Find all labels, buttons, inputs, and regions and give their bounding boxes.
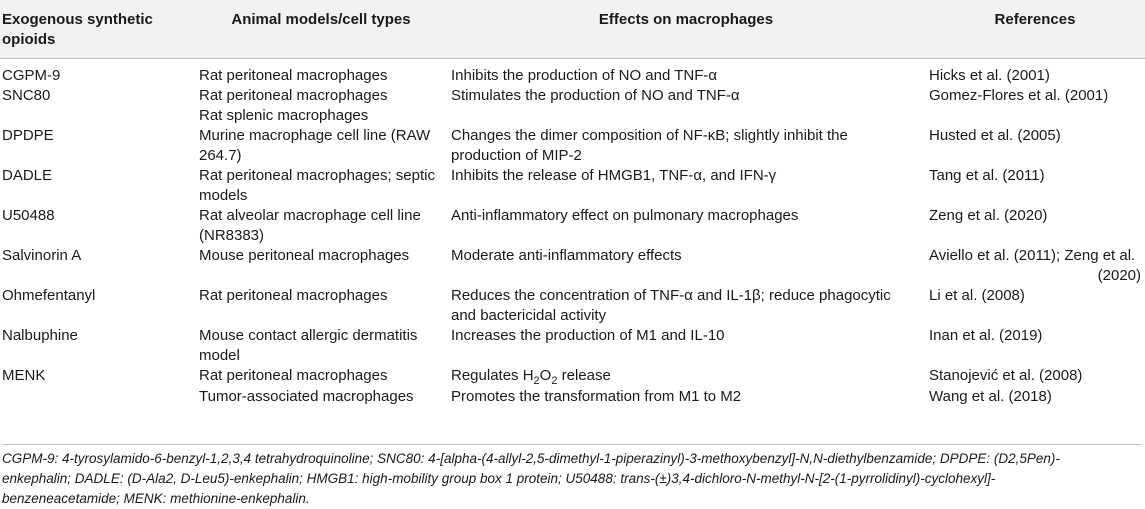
table-row xyxy=(0,246,1145,286)
subscript: 2 xyxy=(533,375,540,387)
cell-reference-line: (2020) xyxy=(1097,267,1141,284)
cell-opioid xyxy=(0,387,195,407)
cell-reference xyxy=(925,246,1145,286)
cell-model xyxy=(195,326,447,366)
cell-effect-line: and bactericidal activity xyxy=(451,307,607,324)
table-row xyxy=(0,286,1145,326)
table-row xyxy=(0,366,1145,387)
cell-effect-line: Reduces the concentration of TNF-α and IL-1β; reduce phagocytic xyxy=(451,287,891,304)
table-row xyxy=(0,206,1145,246)
cell-effect xyxy=(447,126,925,166)
cell-effect: Moderate anti-inflammatory effects xyxy=(451,247,682,264)
cell-reference: Husted et al. (2005) xyxy=(929,127,1061,144)
table-footnote xyxy=(2,444,1142,509)
effect-text: O xyxy=(539,367,552,384)
table-row xyxy=(0,126,1145,166)
subscript: 2 xyxy=(551,375,558,387)
header-opioids: Exogenous synthetic opioids xyxy=(0,0,195,59)
table-body xyxy=(0,59,1145,408)
cell-reference: Gomez-Flores et al. (2001) xyxy=(929,87,1109,104)
cell-effect xyxy=(447,366,925,387)
cell-opioid: Ohmefentanyl xyxy=(2,287,96,304)
cell-effect: Promotes the transformation from M1 to M2 xyxy=(451,388,742,405)
cell-model: Tumor-associated macrophages xyxy=(199,388,414,405)
cell-model-line: Mouse contact allergic dermatitis xyxy=(199,327,418,344)
cell-opioid: Nalbuphine xyxy=(2,327,78,344)
cell-reference: Zeng et al. (2020) xyxy=(929,207,1048,224)
cell-reference: Inan et al. (2019) xyxy=(929,327,1043,344)
cell-model-line: Rat peritoneal macrophages; septic xyxy=(199,167,435,184)
cell-opioid: SNC80 xyxy=(2,87,51,104)
cell-effect: Inhibits the release of HMGB1, TNF-α, and IFN-γ xyxy=(451,167,777,184)
cell-effect xyxy=(447,286,925,326)
header-models: Animal models/cell types xyxy=(195,0,447,59)
cell-model-line: model xyxy=(199,347,240,364)
cell-reference: Tang et al. (2011) xyxy=(929,167,1045,184)
cell-opioid: MENK xyxy=(2,367,46,384)
cell-model xyxy=(195,206,447,246)
table-header xyxy=(0,0,1145,59)
footnote-line: enkephalin; DADLE: (D-Ala2, D-Leu5)-enkephalin; HMGB1: high-mobility group box 1 protein; U50488: trans-(±)3,4-dichloro-N-methyl-N-[2-(1-pyrrolidinyl)-cyclohexyl]- xyxy=(2,471,996,486)
cell-effect: Inhibits the production of NO and TNF-α xyxy=(451,67,718,84)
cell-model: Rat peritoneal macrophages xyxy=(199,287,388,304)
cell-model-line: (NR8383) xyxy=(199,227,265,244)
cell-reference: Wang et al. (2018) xyxy=(929,388,1052,405)
cell-model-line: Rat alveolar macrophage cell line xyxy=(199,207,421,224)
cell-opioid: Salvinorin A xyxy=(2,247,82,264)
header-references: References xyxy=(925,0,1145,59)
cell-model: Rat peritoneal macrophages xyxy=(199,67,388,84)
cell-opioid: CGPM-9 xyxy=(2,67,61,84)
cell-model: Rat peritoneal macrophages xyxy=(199,367,388,384)
cell-opioid: U50488 xyxy=(2,207,55,224)
table-row xyxy=(0,387,1145,407)
cell-model-line: Rat peritoneal macrophages xyxy=(199,87,388,104)
cell-reference: Stanojević et al. (2008) xyxy=(929,367,1083,384)
effect-text: release xyxy=(557,367,611,384)
header-effects: Effects on macrophages xyxy=(447,0,925,59)
cell-model xyxy=(195,166,447,206)
cell-reference: Li et al. (2008) xyxy=(929,287,1025,304)
cell-effect-line: production of MIP-2 xyxy=(451,147,582,164)
cell-effect-line: Changes the dimer composition of NF-κB; slightly inhibit the xyxy=(451,127,848,144)
footnote-line: benzeneacetamide; MENK: methionine-enkephalin. xyxy=(2,491,310,506)
cell-model-line: 264.7) xyxy=(199,147,242,164)
cell-model xyxy=(195,86,447,126)
cell-effect: Anti-inflammatory effect on pulmonary macrophages xyxy=(451,207,799,224)
cell-effect: Increases the production of M1 and IL-10 xyxy=(451,327,725,344)
table-row xyxy=(0,326,1145,366)
cell-effect: Stimulates the production of NO and TNF-α xyxy=(451,87,740,104)
effect-text: Regulates H xyxy=(451,367,534,384)
cell-model-line: Murine macrophage cell line (RAW xyxy=(199,127,431,144)
cell-model-line: models xyxy=(199,187,248,204)
table-row xyxy=(0,59,1145,87)
cell-model xyxy=(195,126,447,166)
footnote-line: CGPM-9: 4-tyrosylamido-6-benzyl-1,2,3,4 tetrahydroquinoline; SNC80: 4-[alpha-(4-allyl-2,5-dimethyl-1-piperazinyl)-3-methoxybenzyl]-N,N-diethylbenzamide; DPDPE: (D2,5Pen)- xyxy=(2,451,1060,466)
table-row xyxy=(0,86,1145,126)
cell-opioid: DPDPE xyxy=(2,127,54,144)
table-row xyxy=(0,166,1145,206)
cell-model: Mouse peritoneal macrophages xyxy=(199,247,410,264)
cell-reference: Hicks et al. (2001) xyxy=(929,67,1050,84)
cell-opioid: DADLE xyxy=(2,167,53,184)
cell-model-line: Rat splenic macrophages xyxy=(199,107,369,124)
cell-reference-line: Aviello et al. (2011); Zeng et al. xyxy=(929,247,1136,264)
